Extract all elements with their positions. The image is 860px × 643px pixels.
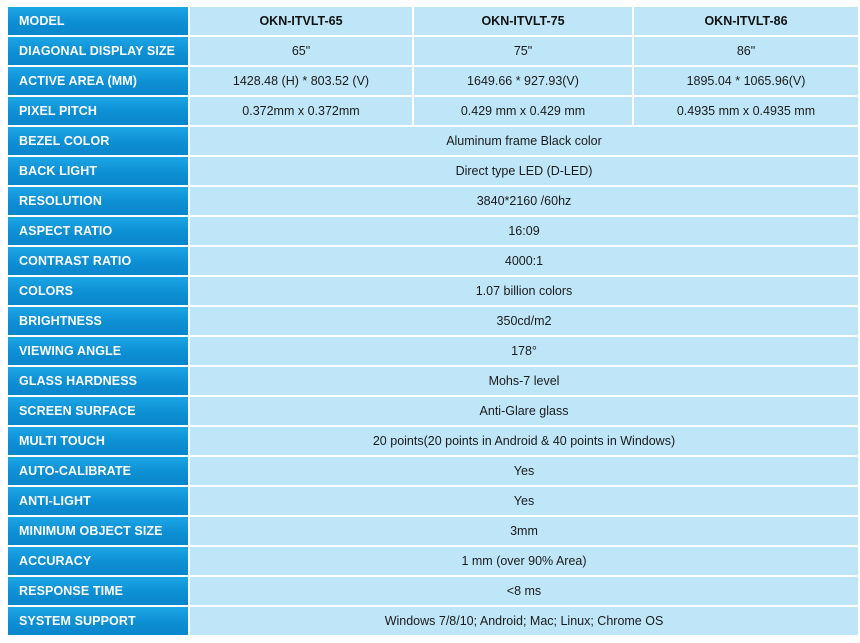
row-label: PIXEL PITCH: [8, 97, 188, 125]
spec-value: 1895.04 * 1065.96(V): [634, 67, 858, 95]
spec-row: [8, 247, 858, 275]
spec-value-shared: 178°: [190, 337, 858, 365]
spec-value: 0.372mm x 0.372mm: [190, 97, 412, 125]
model-header-75: OKN-ITVLT-75: [414, 7, 632, 35]
row-label: BRIGHTNESS: [8, 307, 188, 335]
spec-value-shared: 1 mm (over 90% Area): [190, 547, 858, 575]
spec-body: [8, 37, 858, 635]
spec-row: [8, 337, 858, 365]
spec-row: [8, 487, 858, 515]
spec-row: [8, 217, 858, 245]
row-label: ACTIVE AREA (MM): [8, 67, 188, 95]
spec-value: 86": [634, 37, 858, 65]
spec-row: [8, 367, 858, 395]
spec-value-shared: 3mm: [190, 517, 858, 545]
spec-row: [8, 67, 858, 95]
spec-value: 0.4935 mm x 0.4935 mm: [634, 97, 858, 125]
spec-value-shared: Windows 7/8/10; Android; Mac; Linux; Chrome OS: [190, 607, 858, 635]
spec-value-shared: 350cd/m2: [190, 307, 858, 335]
spec-value: 0.429 mm x 0.429 mm: [414, 97, 632, 125]
spec-row: [8, 277, 858, 305]
spec-table: [6, 5, 860, 637]
spec-row: [8, 577, 858, 605]
row-label: GLASS HARDNESS: [8, 367, 188, 395]
spec-value-shared: 1.07 billion colors: [190, 277, 858, 305]
row-label: AUTO-CALIBRATE: [8, 457, 188, 485]
spec-value: 1428.48 (H) * 803.52 (V): [190, 67, 412, 95]
row-label: ANTI-LIGHT: [8, 487, 188, 515]
model-header-65: OKN-ITVLT-65: [190, 7, 412, 35]
row-label: SCREEN SURFACE: [8, 397, 188, 425]
spec-row: [8, 37, 858, 65]
row-label: DIAGONAL DISPLAY SIZE: [8, 37, 188, 65]
row-label: COLORS: [8, 277, 188, 305]
spec-value-shared: Anti-Glare glass: [190, 397, 858, 425]
spec-row: [8, 517, 858, 545]
row-label: BACK LIGHT: [8, 157, 188, 185]
spec-value-shared: Yes: [190, 457, 858, 485]
row-label: RESOLUTION: [8, 187, 188, 215]
spec-value-shared: Direct type LED (D-LED): [190, 157, 858, 185]
row-label: RESPONSE TIME: [8, 577, 188, 605]
spec-row: [8, 97, 858, 125]
row-label: ASPECT RATIO: [8, 217, 188, 245]
spec-value: 1649.66 * 927.93(V): [414, 67, 632, 95]
spec-row: [8, 397, 858, 425]
spec-row: [8, 607, 858, 635]
row-label: ACCURACY: [8, 547, 188, 575]
row-label-model: MODEL: [8, 7, 188, 35]
spec-value-shared: <8 ms: [190, 577, 858, 605]
row-label: VIEWING ANGLE: [8, 337, 188, 365]
spec-value-shared: 16:09: [190, 217, 858, 245]
spec-value-shared: 4000:1: [190, 247, 858, 275]
spec-row: [8, 157, 858, 185]
row-label: SYSTEM SUPPORT: [8, 607, 188, 635]
spec-value-shared: Mohs-7 level: [190, 367, 858, 395]
spec-value: 75": [414, 37, 632, 65]
model-header-86: OKN-ITVLT-86: [634, 7, 858, 35]
spec-row: [8, 187, 858, 215]
row-label: CONTRAST RATIO: [8, 247, 188, 275]
header-row: [8, 7, 858, 35]
spec-row: [8, 457, 858, 485]
spec-row: [8, 307, 858, 335]
spec-value-shared: Yes: [190, 487, 858, 515]
spec-value: 65": [190, 37, 412, 65]
spec-value-shared: Aluminum frame Black color: [190, 127, 858, 155]
spec-row: [8, 127, 858, 155]
spec-value-shared: 3840*2160 /60hz: [190, 187, 858, 215]
spec-row: [8, 547, 858, 575]
row-label: BEZEL COLOR: [8, 127, 188, 155]
row-label: MINIMUM OBJECT SIZE: [8, 517, 188, 545]
row-label: MULTI TOUCH: [8, 427, 188, 455]
spec-value-shared: 20 points(20 points in Android & 40 points in Windows): [190, 427, 858, 455]
spec-row: [8, 427, 858, 455]
